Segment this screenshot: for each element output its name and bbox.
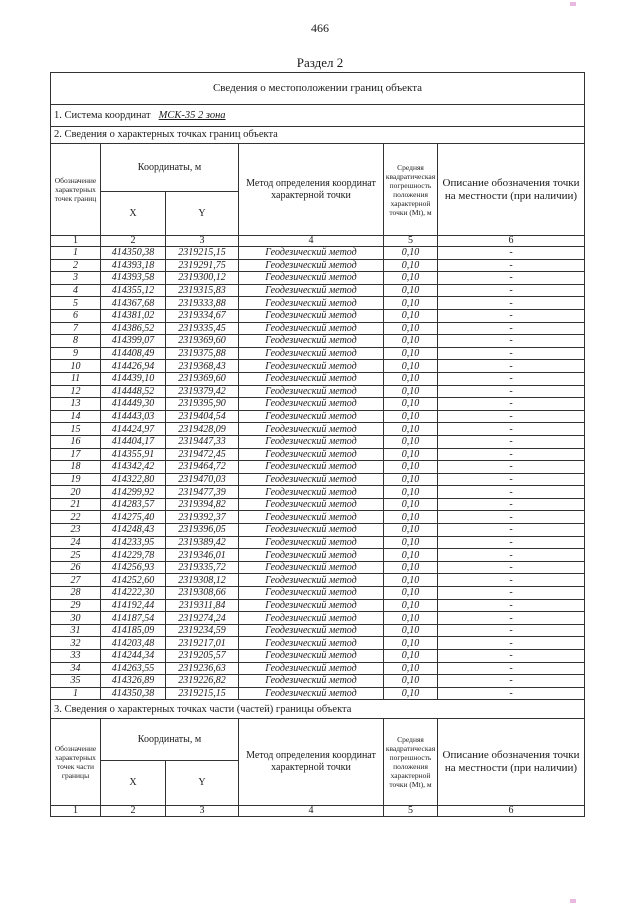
method-cell: Геодезический метод [239,461,384,474]
y-cell: 2319335,45 [166,322,239,335]
table-row [51,423,585,436]
point-id-cell: 35 [51,675,101,688]
accuracy-cell: 0,10 [384,335,438,348]
table-row [51,650,585,663]
table-row [51,675,585,688]
accuracy-cell: 0,10 [384,309,438,322]
point-id-cell: 27 [51,574,101,587]
method-cell: Геодезический метод [239,599,384,612]
method-cell: Геодезический метод [239,486,384,499]
y-cell: 2319335,72 [166,561,239,574]
column-number: 6 [438,806,585,817]
description-cell: - [438,549,585,562]
x-cell: 414263,55 [101,662,166,675]
column-number: 5 [384,236,438,247]
y-cell: 2319311,84 [166,599,239,612]
y-cell: 2319464,72 [166,461,239,474]
method-cell: Геодезический метод [239,347,384,360]
accuracy-cell: 0,10 [384,360,438,373]
point-id-cell: 12 [51,385,101,398]
description-cell: - [438,461,585,474]
description-cell: - [438,498,585,511]
point-id-cell: 31 [51,624,101,637]
header-part3-x: X [101,761,166,806]
y-cell: 2319215,15 [166,247,239,260]
column-number: 3 [166,236,239,247]
method-cell: Геодезический метод [239,385,384,398]
y-cell: 2319392,37 [166,511,239,524]
table-row [51,385,585,398]
header-part3-point-id: Обозначение характерных точек части границы [51,719,101,806]
point-id-cell: 29 [51,599,101,612]
accuracy-cell: 0,10 [384,423,438,436]
point-id-cell: 21 [51,498,101,511]
accuracy-cell: 0,10 [384,687,438,700]
accuracy-cell: 0,10 [384,461,438,474]
x-cell: 414355,91 [101,448,166,461]
method-cell: Геодезический метод [239,410,384,423]
point-id-cell: 9 [51,347,101,360]
description-cell: - [438,372,585,385]
table-row [51,461,585,474]
table-row [51,637,585,650]
description-cell: - [438,612,585,625]
method-cell: Геодезический метод [239,335,384,348]
point-id-cell: 26 [51,561,101,574]
point-id-cell: 32 [51,637,101,650]
column-number: 3 [166,806,239,817]
table-row [51,624,585,637]
accuracy-cell: 0,10 [384,372,438,385]
x-cell: 414449,30 [101,398,166,411]
description-cell: - [438,410,585,423]
accuracy-cell: 0,10 [384,599,438,612]
description-cell: - [438,448,585,461]
x-cell: 414326,89 [101,675,166,688]
accuracy-cell: 0,10 [384,587,438,600]
method-cell: Геодезический метод [239,360,384,373]
x-cell: 414393,18 [101,259,166,272]
point-id-cell: 13 [51,398,101,411]
header-coords: Координаты, м [101,144,239,192]
table-row [51,335,585,348]
x-cell: 414229,78 [101,549,166,562]
method-cell: Геодезический метод [239,372,384,385]
method-cell: Геодезический метод [239,272,384,285]
accuracy-cell: 0,10 [384,448,438,461]
x-cell: 414393,58 [101,272,166,285]
x-cell: 414248,43 [101,524,166,537]
description-cell: - [438,675,585,688]
accuracy-cell: 0,10 [384,549,438,562]
accuracy-cell: 0,10 [384,247,438,260]
table-row [51,247,585,260]
x-cell: 414256,93 [101,561,166,574]
method-cell: Геодезический метод [239,297,384,310]
point-id-cell: 6 [51,309,101,322]
accuracy-cell: 0,10 [384,486,438,499]
point-id-cell: 20 [51,486,101,499]
y-cell: 2319333,88 [166,297,239,310]
header-description: Описание обозначения точки на местности (при наличии) [438,144,585,236]
accuracy-cell: 0,10 [384,561,438,574]
y-cell: 2319447,33 [166,435,239,448]
table-row [51,511,585,524]
x-cell: 414399,07 [101,335,166,348]
part3-title: 3. Сведения о характерных точках части (частей) границы объекта [51,700,585,719]
point-id-cell: 22 [51,511,101,524]
y-cell: 2319308,66 [166,587,239,600]
description-cell: - [438,486,585,499]
y-cell: 2319396,05 [166,524,239,537]
table-row [51,347,585,360]
y-cell: 2319346,01 [166,549,239,562]
method-cell: Геодезический метод [239,284,384,297]
y-cell: 2319226,82 [166,675,239,688]
description-cell: - [438,322,585,335]
method-cell: Геодезический метод [239,448,384,461]
point-id-cell: 1 [51,687,101,700]
x-cell: 414322,80 [101,473,166,486]
method-cell: Геодезический метод [239,662,384,675]
accuracy-cell: 0,10 [384,347,438,360]
y-cell: 2319472,45 [166,448,239,461]
header-method: Метод определения координат характерной точки [239,144,384,236]
description-cell: - [438,309,585,322]
column-number: 4 [239,236,384,247]
y-cell: 2319428,09 [166,423,239,436]
table-row [51,561,585,574]
x-cell: 414424,97 [101,423,166,436]
y-cell: 2319368,43 [166,360,239,373]
point-id-cell: 2 [51,259,101,272]
method-cell: Геодезический метод [239,536,384,549]
point-id-cell: 4 [51,284,101,297]
x-cell: 414244,34 [101,650,166,663]
point-id-cell: 11 [51,372,101,385]
description-cell: - [438,360,585,373]
point-id-cell: 15 [51,423,101,436]
x-cell: 414275,40 [101,511,166,524]
method-cell: Геодезический метод [239,511,384,524]
description-cell: - [438,624,585,637]
y-cell: 2319395,90 [166,398,239,411]
table-row [51,473,585,486]
y-cell: 2319389,42 [166,536,239,549]
column-number: 6 [438,236,585,247]
description-cell: - [438,398,585,411]
description-cell: - [438,511,585,524]
table-row [51,662,585,675]
accuracy-cell: 0,10 [384,473,438,486]
point-id-cell: 19 [51,473,101,486]
method-cell: Геодезический метод [239,309,384,322]
method-cell: Геодезический метод [239,435,384,448]
table-row [51,372,585,385]
header-x: X [101,192,166,236]
point-id-cell: 3 [51,272,101,285]
x-cell: 414192,44 [101,599,166,612]
x-cell: 414408,49 [101,347,166,360]
table-row [51,549,585,562]
point-id-cell: 7 [51,322,101,335]
accuracy-cell: 0,10 [384,322,438,335]
header-accuracy: Средняя квадратическая погрешность положения характерной точки (Мt), м [384,144,438,236]
y-cell: 2319379,42 [166,385,239,398]
method-cell: Геодезический метод [239,650,384,663]
description-cell: - [438,259,585,272]
method-cell: Геодезический метод [239,587,384,600]
accuracy-cell: 0,10 [384,410,438,423]
method-cell: Геодезический метод [239,322,384,335]
table-row [51,410,585,423]
y-cell: 2319477,39 [166,486,239,499]
method-cell: Геодезический метод [239,574,384,587]
method-cell: Геодезический метод [239,637,384,650]
description-cell: - [438,536,585,549]
accuracy-cell: 0,10 [384,259,438,272]
part3-column-number-row [51,806,585,817]
x-cell: 414283,57 [101,498,166,511]
header-part3-method: Метод определения координат характерной точки [239,719,384,806]
description-cell: - [438,561,585,574]
point-id-cell: 30 [51,612,101,625]
table-row [51,322,585,335]
table-row [51,524,585,537]
column-number: 5 [384,806,438,817]
y-cell: 2319404,54 [166,410,239,423]
coord-system-label: 1. Система координат [54,109,151,121]
description-cell: - [438,637,585,650]
method-cell: Геодезический метод [239,687,384,700]
y-cell: 2319236,63 [166,662,239,675]
description-cell: - [438,587,585,600]
accuracy-cell: 0,10 [384,574,438,587]
point-id-cell: 5 [51,297,101,310]
description-cell: - [438,247,585,260]
point-id-cell: 14 [51,410,101,423]
y-cell: 2319470,03 [166,473,239,486]
table-row [51,536,585,549]
x-cell: 414187,54 [101,612,166,625]
method-cell: Геодезический метод [239,398,384,411]
point-id-cell: 25 [51,549,101,562]
x-cell: 414355,12 [101,284,166,297]
description-cell: - [438,687,585,700]
x-cell: 414233,95 [101,536,166,549]
point-id-cell: 23 [51,524,101,537]
description-cell: - [438,435,585,448]
description-cell: - [438,297,585,310]
method-cell: Геодезический метод [239,498,384,511]
x-cell: 414439,10 [101,372,166,385]
page-number: 466 [311,21,329,35]
method-cell: Геодезический метод [239,675,384,688]
boundary-table [50,72,584,817]
description-cell: - [438,335,585,348]
coord-system-row [51,105,585,127]
y-cell: 2319300,12 [166,272,239,285]
method-cell: Геодезический метод [239,524,384,537]
method-cell: Геодезический метод [239,624,384,637]
description-cell: - [438,473,585,486]
y-cell: 2319375,88 [166,347,239,360]
accuracy-cell: 0,10 [384,498,438,511]
y-cell: 2319234,59 [166,624,239,637]
y-cell: 2319291,75 [166,259,239,272]
y-cell: 2319394,82 [166,498,239,511]
method-cell: Геодезический метод [239,259,384,272]
x-cell: 414350,38 [101,687,166,700]
x-cell: 414448,52 [101,385,166,398]
accuracy-cell: 0,10 [384,272,438,285]
table-title: Сведения о местоположении границ объекта [51,73,585,105]
accuracy-cell: 0,10 [384,675,438,688]
point-id-cell: 17 [51,448,101,461]
y-cell: 2319274,24 [166,612,239,625]
x-cell: 414367,68 [101,297,166,310]
y-cell: 2319315,83 [166,284,239,297]
header-point-id: Обозначение характерных точек границ [51,144,101,236]
accuracy-cell: 0,10 [384,297,438,310]
y-cell: 2319334,67 [166,309,239,322]
point-id-cell: 34 [51,662,101,675]
table-row [51,398,585,411]
accuracy-cell: 0,10 [384,536,438,549]
table-row [51,612,585,625]
header-part3-accuracy: Средняя квадратическая погрешность положения характерной точки (Мt), м [384,719,438,806]
header-part3-y: Y [166,761,239,806]
accuracy-cell: 0,10 [384,637,438,650]
table-row [51,574,585,587]
point-id-cell: 1 [51,247,101,260]
description-cell: - [438,662,585,675]
x-cell: 414299,92 [101,486,166,499]
method-cell: Геодезический метод [239,549,384,562]
method-cell: Геодезический метод [239,561,384,574]
accuracy-cell: 0,10 [384,284,438,297]
x-cell: 414443,03 [101,410,166,423]
table-row [51,309,585,322]
table-row [51,687,585,700]
point-id-cell: 18 [51,461,101,474]
column-number: 1 [51,236,101,247]
description-cell: - [438,284,585,297]
accuracy-cell: 0,10 [384,524,438,537]
table-row [51,272,585,285]
header-part3-description: Описание обозначения точки на местности (при наличии) [438,719,585,806]
coord-system-value: МСК-35 2 зона [158,109,226,121]
column-number-row [51,236,585,247]
accuracy-cell: 0,10 [384,435,438,448]
section-title: Раздел 2 [296,55,344,70]
point-id-cell: 33 [51,650,101,663]
description-cell: - [438,599,585,612]
method-cell: Геодезический метод [239,473,384,486]
accuracy-cell: 0,10 [384,385,438,398]
header-part3-coords: Координаты, м [101,719,239,761]
point-id-cell: 16 [51,435,101,448]
method-cell: Геодезический метод [239,612,384,625]
accuracy-cell: 0,10 [384,511,438,524]
table-row [51,284,585,297]
point-id-cell: 10 [51,360,101,373]
y-cell: 2319369,60 [166,335,239,348]
accuracy-cell: 0,10 [384,398,438,411]
x-cell: 414342,42 [101,461,166,474]
y-cell: 2319217,01 [166,637,239,650]
corner-mark [570,2,576,6]
y-cell: 2319369,60 [166,372,239,385]
x-cell: 414222,30 [101,587,166,600]
y-cell: 2319308,12 [166,574,239,587]
description-cell: - [438,423,585,436]
y-cell: 2319215,15 [166,687,239,700]
point-id-cell: 24 [51,536,101,549]
description-cell: - [438,347,585,360]
x-cell: 414426,94 [101,360,166,373]
x-cell: 414185,09 [101,624,166,637]
table-row [51,498,585,511]
method-cell: Геодезический метод [239,423,384,436]
x-cell: 414386,52 [101,322,166,335]
table-row [51,448,585,461]
column-number: 2 [101,806,166,817]
column-number: 2 [101,236,166,247]
x-cell: 414252,60 [101,574,166,587]
table-row [51,297,585,310]
x-cell: 414350,38 [101,247,166,260]
point-id-cell: 8 [51,335,101,348]
description-cell: - [438,272,585,285]
table-row [51,360,585,373]
description-cell: - [438,574,585,587]
accuracy-cell: 0,10 [384,650,438,663]
y-cell: 2319205,57 [166,650,239,663]
accuracy-cell: 0,10 [384,662,438,675]
x-cell: 414404,17 [101,435,166,448]
accuracy-cell: 0,10 [384,624,438,637]
x-cell: 414203,48 [101,637,166,650]
part2-title: 2. Сведения о характерных точках границ объекта [51,127,585,144]
x-cell: 414381,02 [101,309,166,322]
table-row [51,599,585,612]
method-cell: Геодезический метод [239,247,384,260]
table-row [51,435,585,448]
column-number: 4 [239,806,384,817]
table-row [51,486,585,499]
table-row [51,587,585,600]
points-body [51,247,585,700]
description-cell: - [438,524,585,537]
description-cell: - [438,385,585,398]
point-id-cell: 28 [51,587,101,600]
column-number: 1 [51,806,101,817]
corner-mark [570,899,576,903]
description-cell: - [438,650,585,663]
table-row [51,259,585,272]
accuracy-cell: 0,10 [384,612,438,625]
header-y: Y [166,192,239,236]
